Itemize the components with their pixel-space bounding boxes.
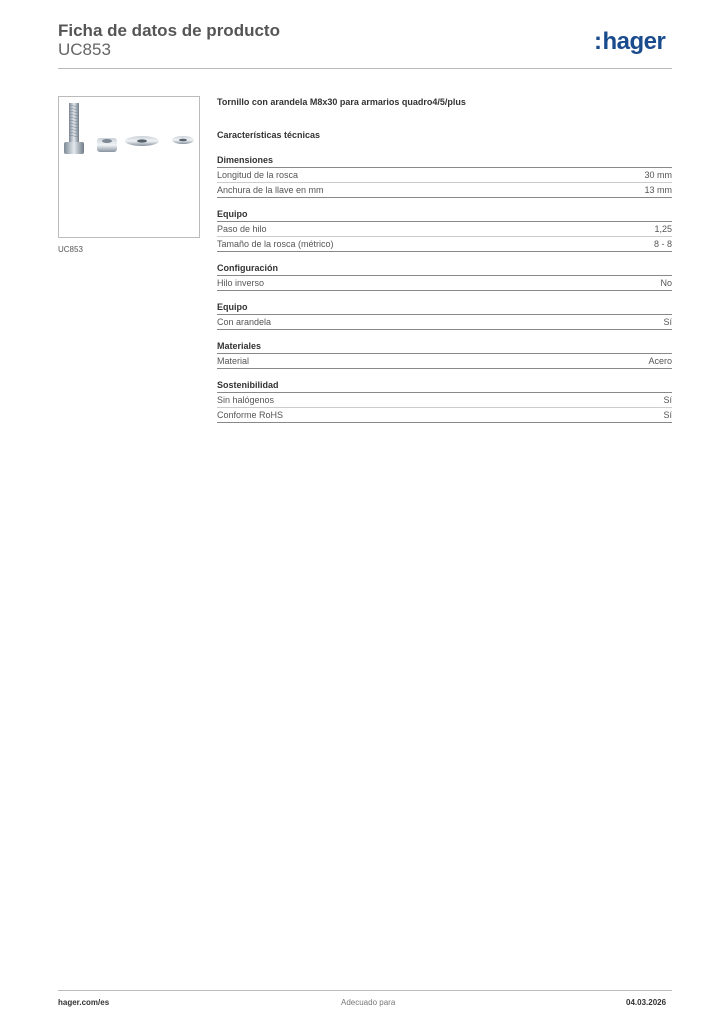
section-title: Configuración bbox=[217, 262, 672, 276]
footer-website-link[interactable]: hager.com/es bbox=[58, 998, 110, 1007]
section-title: Materiales bbox=[217, 340, 672, 354]
spec-row bbox=[217, 276, 672, 291]
spec-label: Longitud de la rosca bbox=[217, 170, 299, 180]
section-title: Equipo bbox=[217, 301, 672, 315]
technical-characteristics-title: Características técnicas bbox=[217, 130, 321, 140]
spec-value: 30 mm bbox=[644, 170, 672, 180]
spec-section-materials bbox=[217, 340, 672, 369]
image-caption: UC853 bbox=[58, 245, 83, 254]
spec-value: Sí bbox=[663, 317, 672, 327]
spec-label: Material bbox=[217, 356, 250, 366]
document-title: Ficha de datos de producto bbox=[58, 21, 280, 40]
spec-section-equipment bbox=[217, 208, 672, 252]
spec-value: Sí bbox=[663, 395, 672, 405]
spec-row bbox=[217, 315, 672, 330]
spec-section-configuration bbox=[217, 262, 672, 291]
hager-logo: :hager bbox=[594, 28, 666, 55]
spec-value: 1,25 bbox=[654, 224, 672, 234]
footer-date: 04.03.2026 bbox=[626, 998, 667, 1007]
spec-label: Tamaño de la rosca (métrico) bbox=[217, 239, 334, 249]
product-image bbox=[58, 96, 200, 238]
spec-value: No bbox=[660, 278, 672, 288]
spec-label: Paso de hilo bbox=[217, 224, 267, 234]
spec-row bbox=[217, 237, 672, 252]
spec-row bbox=[217, 393, 672, 408]
spec-value: 13 mm bbox=[644, 185, 672, 195]
product-description: Tornillo con arandela M8x30 para armarios quadro4/5/plus bbox=[217, 97, 466, 107]
spec-section-sustainability bbox=[217, 379, 672, 423]
spec-label: Sin halógenos bbox=[217, 395, 275, 405]
spec-section-equipment-2 bbox=[217, 301, 672, 330]
spec-value: 8 - 8 bbox=[653, 239, 672, 249]
spec-row bbox=[217, 183, 672, 198]
section-title: Sostenibilidad bbox=[217, 379, 672, 393]
spec-row bbox=[217, 168, 672, 183]
footer-divider bbox=[58, 990, 672, 991]
spec-value: Sí bbox=[663, 410, 672, 420]
spec-content bbox=[217, 96, 672, 423]
section-title: Equipo bbox=[217, 208, 672, 222]
product-code: UC853 bbox=[58, 40, 111, 59]
header-divider bbox=[58, 68, 672, 69]
spec-label: Anchura de la llave en mm bbox=[217, 185, 324, 195]
spec-label: Conforme RoHS bbox=[217, 410, 284, 420]
spec-label: Con arandela bbox=[217, 317, 272, 327]
footer-suitable-for: Adecuado para bbox=[341, 998, 396, 1007]
section-title: Dimensiones bbox=[217, 154, 672, 168]
spec-value: Acero bbox=[648, 356, 672, 366]
spec-row bbox=[217, 408, 672, 423]
logo-text: hager bbox=[602, 28, 666, 55]
spec-label: Hilo inverso bbox=[217, 278, 265, 288]
bolt-washer-image bbox=[59, 97, 199, 237]
spec-section-dimensions bbox=[217, 154, 672, 198]
spec-row bbox=[217, 354, 672, 369]
spec-row bbox=[217, 222, 672, 237]
